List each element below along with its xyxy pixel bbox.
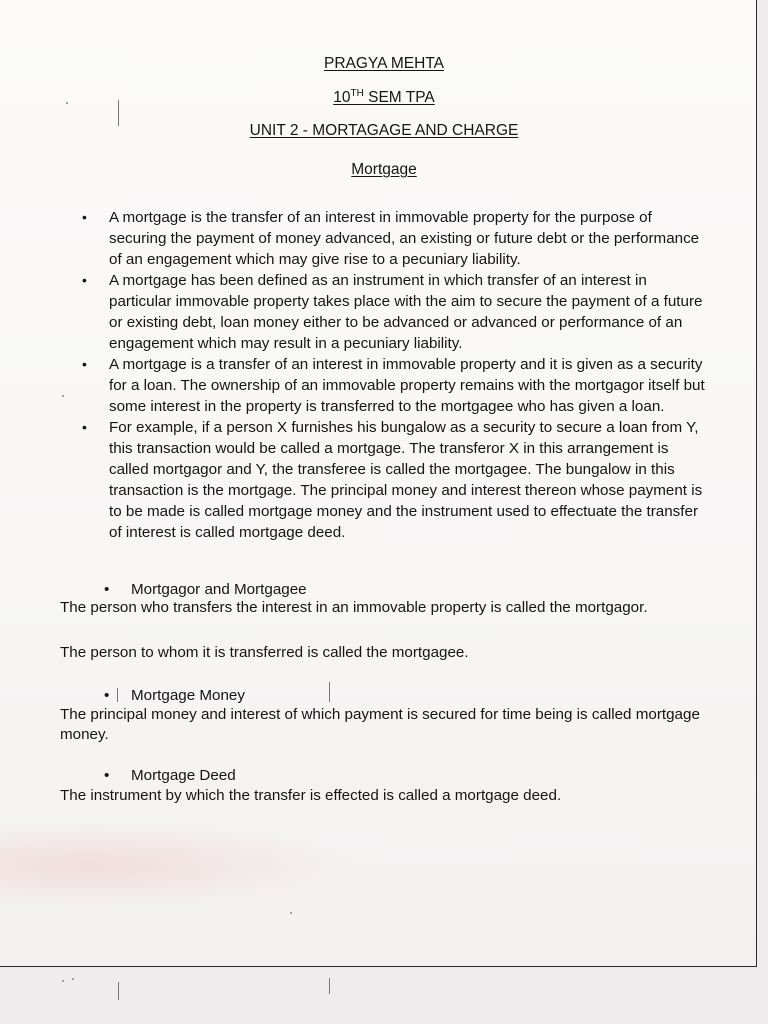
list-item: • A mortgage is the transfer of an interest in immovable property for the purpose of securing the payment of money advanced, an existing or future debt or the performance of an engagement which may give rise to a pecuniary liability. [82, 207, 710, 270]
scan-mark [118, 100, 119, 126]
subheading-mortgage-deed [104, 767, 236, 784]
scan-speck [72, 978, 74, 980]
mortgage-points-list [82, 207, 710, 543]
list-item: • A mortgage has been defined as an instrument in which transfer of an interest in particular immovable property takes place with the aim to secure the payment of a future or existing debt, loan money either to be advanced or advanced or performance of an engagement which may result in a pecuniary liability. [82, 270, 710, 354]
mortgage-money-definition: The principal money and interest of which payment is secured for time being is called mortgage money. [60, 706, 700, 743]
author-name: PRAGYA MEHTA [323, 55, 444, 72]
mortgagor-definition: The person who transfers the interest in an immovable property is called the mortgagor. [60, 599, 648, 616]
bullet-glyph: • [104, 581, 110, 598]
semester-number: 10 [333, 89, 351, 107]
scan-speck [290, 912, 292, 914]
subheading-mortgage-money [104, 687, 245, 704]
subheading-mortgagor [104, 581, 307, 598]
list-item: • A mortgage is a transfer of an interest in immovable property and it is given as a security for a loan. The ownership of an immovable property remains with the mortgagor itself but some interest in the property is transferred to the mortgagee who has given a loan. [82, 354, 710, 417]
mortgagee-definition: The person to whom it is transferred is called the mortgagee. [60, 644, 469, 661]
section-title: Mortgage [351, 161, 417, 178]
scan-speck [62, 980, 64, 982]
scan-mark [329, 978, 330, 994]
scan-speck [66, 102, 68, 104]
scan-mark [329, 682, 330, 702]
bullet-glyph: • [104, 687, 110, 704]
subheading-label: Mortgagor and Mortgagee [131, 581, 307, 598]
subheading-label: Mortgage Money [131, 687, 245, 704]
unit-title: UNIT 2 - MORTAGAGE AND CHARGE [249, 122, 519, 139]
scan-mark [117, 688, 118, 702]
semester-suffix: TH [350, 88, 364, 99]
list-item: • For example, if a person X furnishes his bungalow as a security to secure a loan from Y, this transaction would be called a mortgage. The transferor X in this arrangement is called mortgagor and Y, the transferee is called the mortgagee. The bungalow in this transaction is the mortgage. The principal money and interest thereon whose payment is to be made is called mortgage money and the instrument used to effectuate the transfer of interest is called mortgage deed. [82, 417, 710, 543]
subheading-label: Mortgage Deed [131, 767, 236, 784]
paper-stain [0, 820, 360, 910]
bullet-glyph: • [104, 767, 110, 784]
semester-course: SEM TPA [363, 89, 435, 107]
scan-speck [62, 395, 64, 397]
mortgage-deed-definition: The instrument by which the transfer is effected is called a mortgage deed. [60, 787, 562, 804]
semester-line [0, 88, 768, 107]
scan-mark [118, 982, 119, 1000]
